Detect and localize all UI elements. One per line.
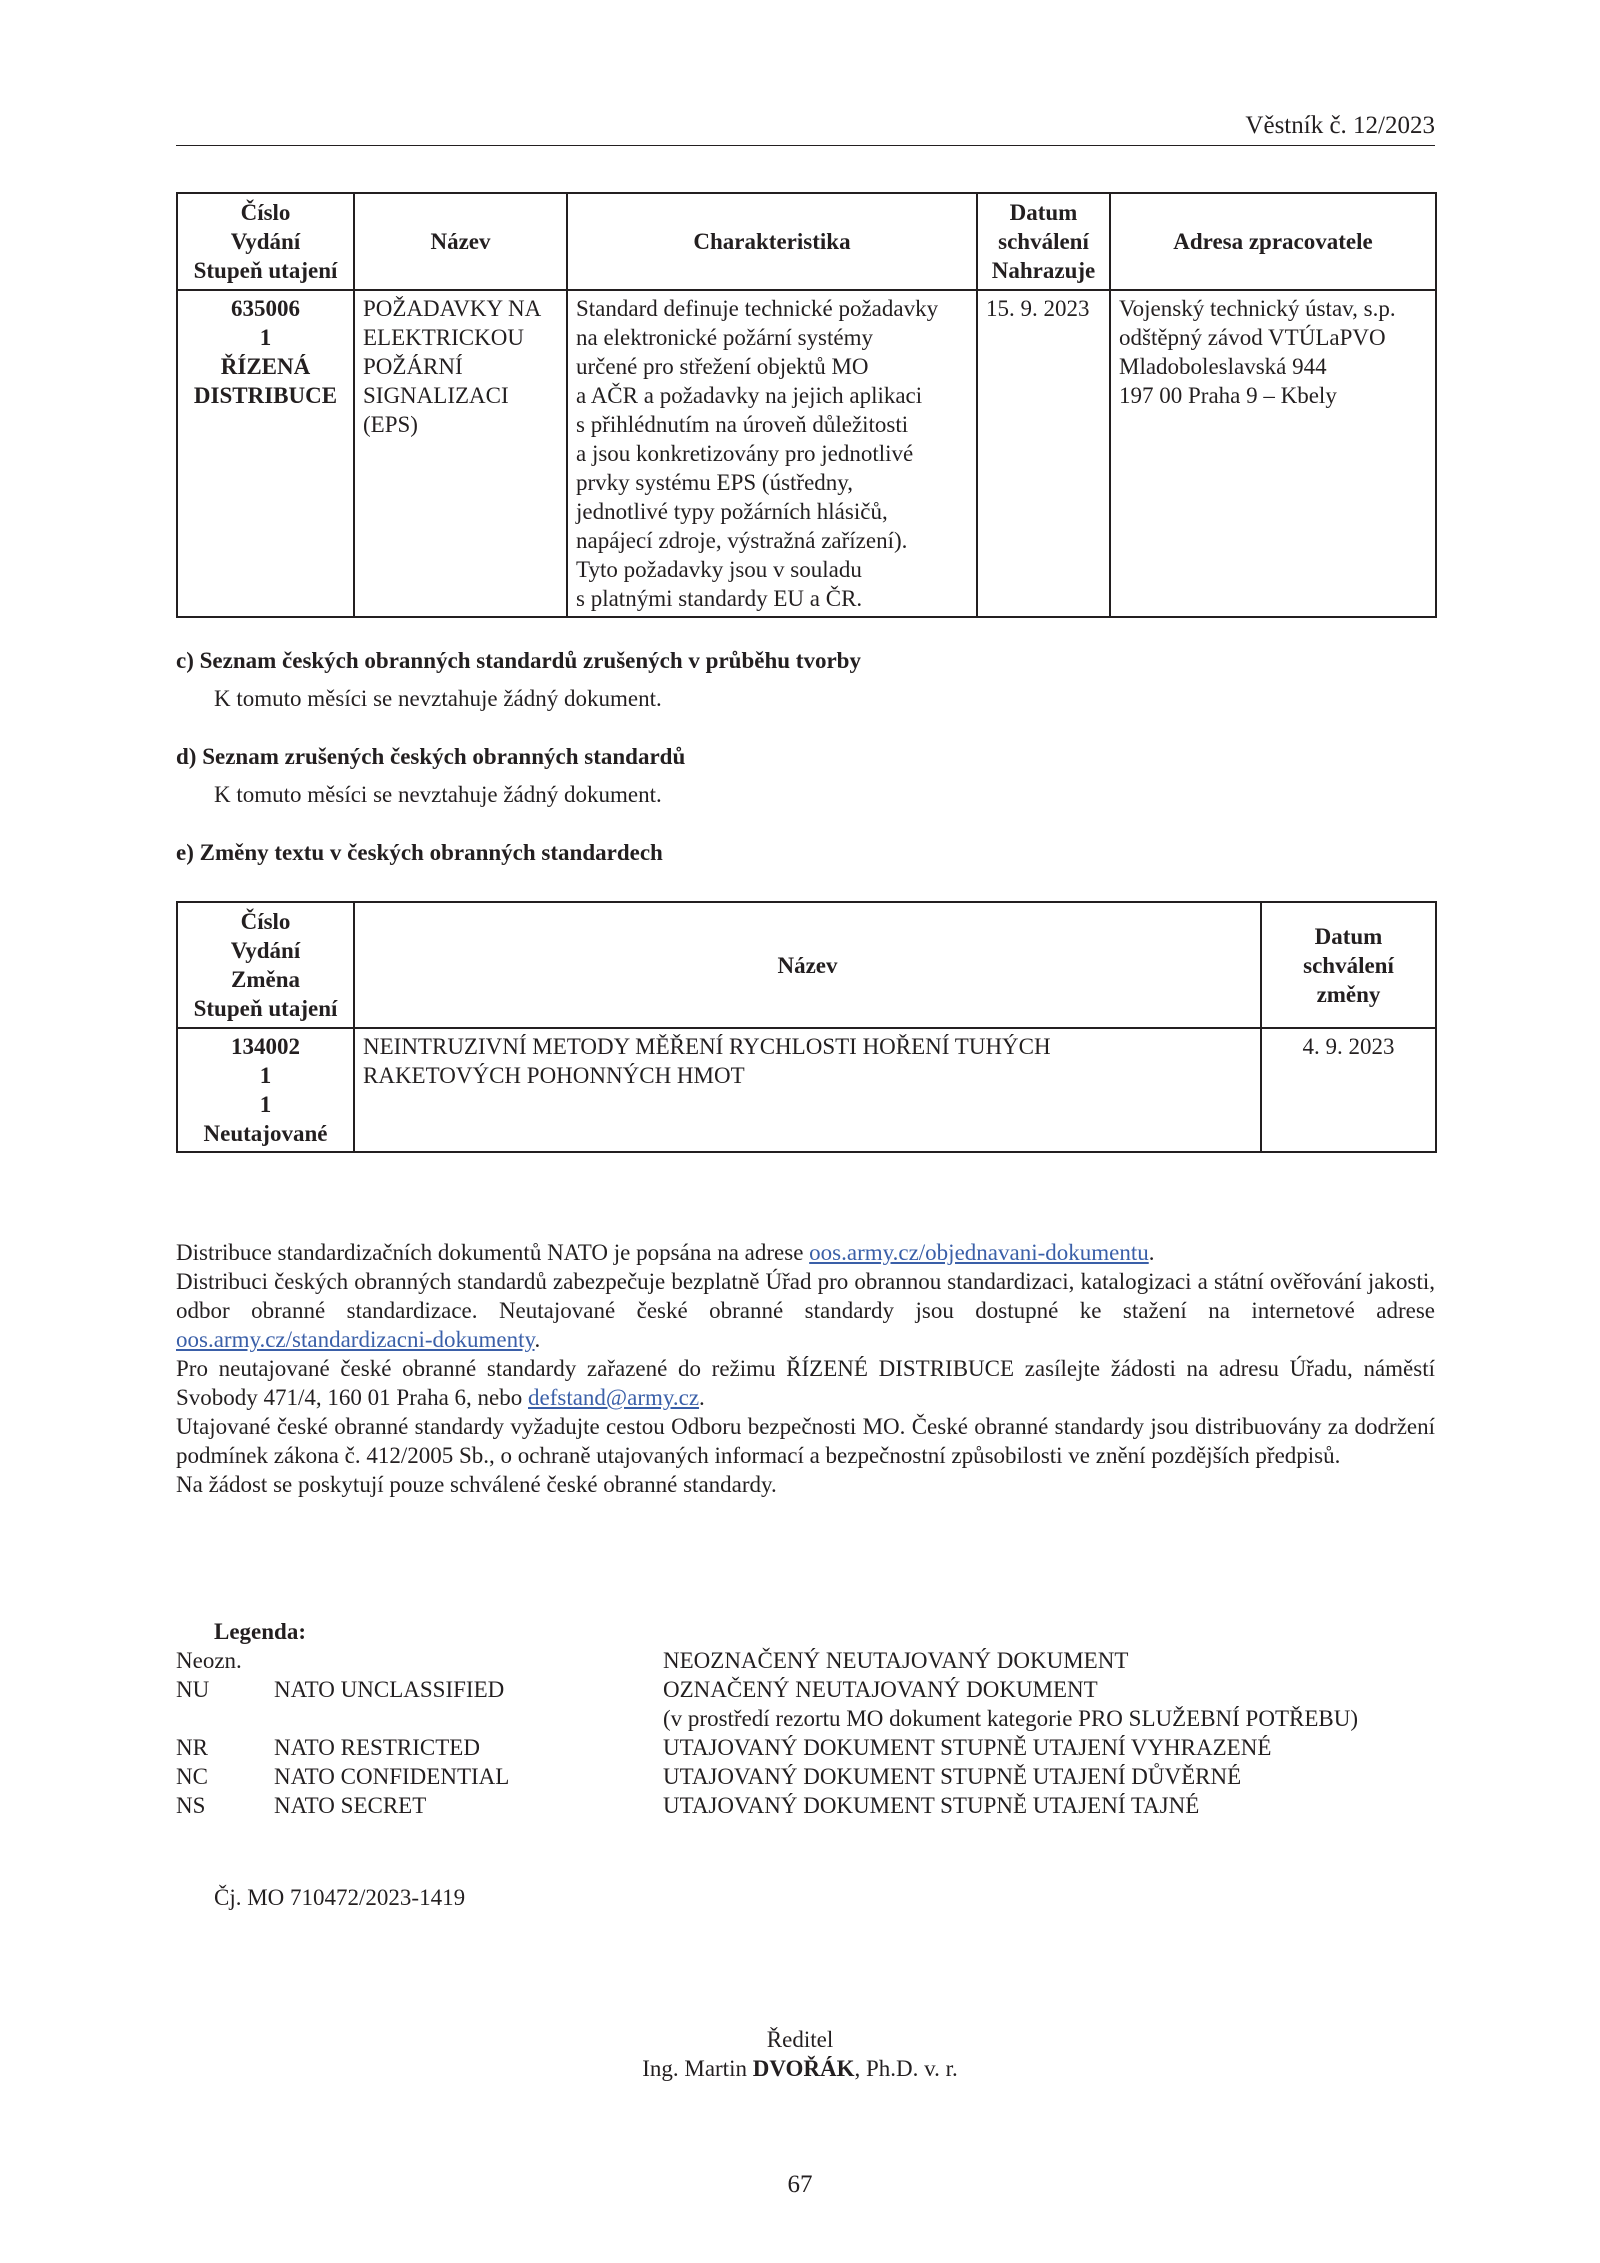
reference-number: Čj. MO 710472/2023-1419 xyxy=(214,1885,466,1910)
changes-table xyxy=(176,901,1437,1153)
signature-surname: DVOŘÁK xyxy=(752,2056,855,2081)
note-paragraph xyxy=(176,1354,1435,1412)
legend-meaning: OZNAČENÝ NEUTAJOVANÝ DOKUMENT xyxy=(663,1677,1098,1702)
note-text: . xyxy=(534,1327,541,1352)
link-email-defstand[interactable]: defstand@army.cz xyxy=(528,1385,700,1410)
standards-table xyxy=(176,192,1437,618)
signature-suffix: , Ph.D. v. r. xyxy=(854,2056,958,2081)
legend-meaning: NEOZNAČENÝ NEUTAJOVANÝ DOKUMENT xyxy=(663,1648,1129,1673)
legend-nato-name: NATO CONFIDENTIAL xyxy=(274,1764,510,1789)
legend-row xyxy=(176,1733,1435,1762)
col-header-name: Název xyxy=(354,902,1261,1028)
legend-code: NC xyxy=(176,1764,208,1789)
section-d-text: K tomuto měsíci se nevztahuje žádný dokument. xyxy=(214,782,662,807)
legend-nato-name: NATO SECRET xyxy=(274,1793,427,1818)
note-paragraph: Utajované české obranné standardy vyžadujte cestou Odboru bezpečnosti MO. České obranné standardy jsou distribuovány za dodržení podmínek zákona č. 412/2005 Sb., o ochraně utajovaných informací a bezpečnostní způsobilosti ve znění pozdějších předpisů. xyxy=(176,1414,1435,1468)
header-title: Věstník č. 12/2023 xyxy=(1245,112,1435,139)
col-header-date: Datum schválení změny xyxy=(1261,902,1436,1028)
cell-number: 635006 1 ŘÍZENÁ DISTRIBUCE xyxy=(177,290,354,617)
section-c-text: K tomuto měsíci se nevztahuje žádný dokument. xyxy=(214,686,662,711)
legend-code: NS xyxy=(176,1793,206,1818)
table-row xyxy=(177,1028,1436,1152)
signature-role: Ředitel xyxy=(766,2027,834,2052)
legend-row xyxy=(176,1675,1435,1704)
cell-number: 134002 1 1 Neutajované xyxy=(177,1028,354,1152)
cell-name: NEINTRUZIVNÍ METODY MĚŘENÍ RYCHLOSTI HOŘENÍ TUHÝCH RAKETOVÝCH POHONNÝCH HMOT xyxy=(354,1028,1261,1152)
legend-row xyxy=(176,1791,1435,1820)
page-header xyxy=(176,112,1435,146)
legend-code: NU xyxy=(176,1677,210,1702)
table-row xyxy=(177,290,1436,617)
legend-meaning: UTAJOVANÝ DOKUMENT STUPNĚ UTAJENÍ DŮVĚRNÉ xyxy=(663,1764,1242,1789)
legend-meaning: UTAJOVANÝ DOKUMENT STUPNĚ UTAJENÍ VYHRAZENÉ xyxy=(663,1735,1272,1760)
cell-description: Standard definuje technické požadavky na elektronické požární systémy určené pro střežení objektů MO a AČR a požadavky na jejich aplikaci s přihlédnutím na úroveň důležitosti a jsou konkretizovány pro jednotlivé prvky systému EPS (ústředny, jednotlivé typy požárních hlásičů, napájecí zdroje, výstražná zařízení). Tyto požadavky jsou v souladu s platnými standardy EU a ČR. xyxy=(567,290,977,617)
col-header-description: Charakteristika xyxy=(567,193,977,290)
legend-row xyxy=(176,1646,1435,1675)
cell-address: Vojenský technický ústav, s.p. odštěpný závod VTÚLaPVO Mladoboleslavská 944 197 00 Praha 9 – Kbely xyxy=(1110,290,1436,617)
link-standardization-documents[interactable]: oos.army.cz/standardizacni-dokumenty xyxy=(176,1327,535,1352)
cell-date: 4. 9. 2023 xyxy=(1261,1028,1436,1152)
note-text: Distribuci českých obranných standardů zabezpečuje bezplatně Úřad pro obrannou standardizaci, katalogizaci a státní ověřování jakosti, odbor obranné standardizace. Neutajované české obranné standardy jsou dostupné ke stažení na internetové adrese xyxy=(176,1269,1435,1323)
col-header-address: Adresa zpracovatele xyxy=(1110,193,1436,290)
note-paragraph: Na žádost se poskytují pouze schválené české obranné standardy. xyxy=(176,1472,777,1497)
note-paragraph xyxy=(176,1267,1435,1354)
col-header-date: Datum schválení Nahrazuje xyxy=(977,193,1110,290)
note-text: . xyxy=(1148,1240,1155,1265)
signature-name xyxy=(0,2054,1600,2083)
link-ordering-documents[interactable]: oos.army.cz/objednavani-dokumentu xyxy=(809,1240,1149,1265)
col-header-number: Číslo Vydání Změna Stupeň utajení xyxy=(177,902,354,1028)
signature-prefix: Ing. Martin xyxy=(642,2056,753,2081)
section-e-heading: e) Změny textu v českých obranných standardech xyxy=(176,840,663,865)
legend-nato-name: NATO UNCLASSIFIED xyxy=(274,1677,505,1702)
note-text: Pro neutajované české obranné standardy zařazené do režimu ŘÍZENÉ DISTRIBUCE zasílejte žádosti na adresu Úřadu, náměstí Svobody 471/4, 160 01 Praha 6, nebo xyxy=(176,1356,1435,1410)
section-c-heading: c) Seznam českých obranných standardů zrušených v průběhu tvorby xyxy=(176,648,861,673)
col-header-number: Číslo Vydání Stupeň utajení xyxy=(177,193,354,290)
note-text: Distribuce standardizačních dokumentů NATO je popsána na adrese xyxy=(176,1240,810,1265)
legend-row xyxy=(176,1762,1435,1791)
cell-date: 15. 9. 2023 xyxy=(977,290,1110,617)
legend-meaning: UTAJOVANÝ DOKUMENT STUPNĚ UTAJENÍ TAJNÉ xyxy=(663,1793,1200,1818)
page-number: 67 xyxy=(787,2171,813,2198)
note-text: . xyxy=(699,1385,705,1410)
section-d-heading: d) Seznam zrušených českých obranných standardů xyxy=(176,744,686,769)
legend-nato-name: NATO RESTRICTED xyxy=(274,1735,480,1760)
note-paragraph xyxy=(176,1238,1435,1267)
col-header-name: Název xyxy=(354,193,567,290)
cell-name: POŽADAVKY NA ELEKTRICKOU POŽÁRNÍ SIGNALIZACI (EPS) xyxy=(354,290,567,617)
legend-code: NR xyxy=(176,1735,208,1760)
legend-row xyxy=(176,1704,1435,1733)
distribution-notes xyxy=(176,1238,1435,1499)
legend-title: Legenda: xyxy=(214,1619,306,1644)
legend-code: Neozn. xyxy=(176,1648,242,1673)
legend-meaning: (v prostředí rezortu MO dokument kategorie PRO SLUŽEBNÍ POTŘEBU) xyxy=(663,1706,1359,1731)
